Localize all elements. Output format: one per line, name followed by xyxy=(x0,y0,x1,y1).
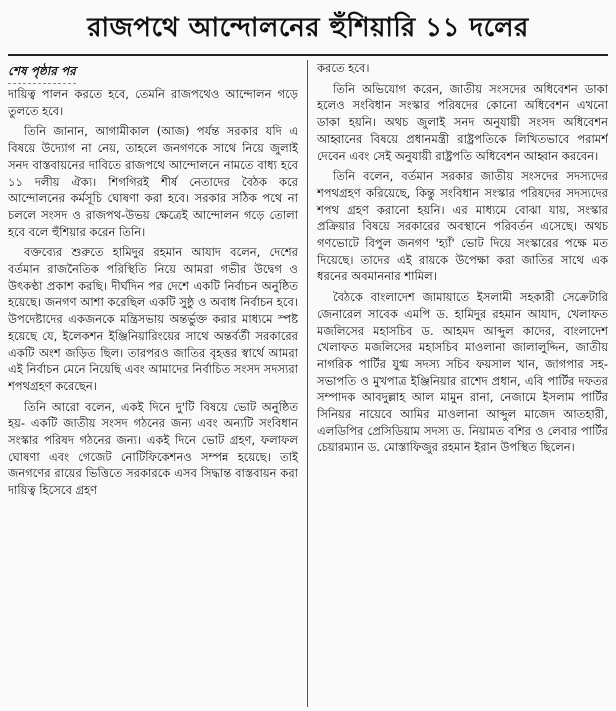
section-label: শেষ পৃষ্ঠার পর xyxy=(8,63,76,84)
paragraph: বক্তব্যের শুরুতে হামিদুর রহমান আযাদ বলেন, দেশের বর্তমান রাজনৈতিক পরিস্থিতি নিয়ে আমরা গভীর উদ্বেগ ও উৎকণ্ঠা প্রকাশ করছি। দীর্ঘদিন পর দেশে একটি নির্বাচন অনুষ্ঠিত হয়েছে। জনগণ আশা করেছিল একটি সুষ্ঠু ও অবাধ নির্বাচন হবে। উপদেষ্টাদের একজনকে মন্ত্রিসভায় অন্তর্ভুক্ত করার মাধ্যমে স্পষ্ট হয়েছে যে, ইলেকশন ইঞ্জিনিয়ারিংয়ের সাথে অন্তর্বর্তী সরকারের একটি অংশ জড়িত ছিল। তারপরও জাতির বৃহত্তর স্বার্থে আমরা এই নির্বাচন মেনে নিয়েছি এবং আমাদের নির্বাচিত সংসদ সদস্যরা শপথগ্রহণ করেছেন। xyxy=(8,245,298,393)
paragraph: বৈঠকে বাংলাদেশ জামায়াতে ইসলামী সহকারী সেক্রেটারি জেনারেল সাবেক এমপি ড. হামিদুর রহমান আযাদ, খেলাফত মজলিসের মহাসচিব ড. আহমদ আব্দুল কাদের, বাংলাদেশ খেলাফত মজলিসের মহাসচিব মাওলানা জালালুদ্দিন, জাতীয় নাগরিক পার্টির যুগ্ম সদস্য সচিব ফয়সাল খান, জাগপার সহ-সভাপতি ও মুখপাত্র ইঞ্জিনিয়ার রাশেদ প্রধান, এবি পার্টির দফতর সম্পাদক আবদুল্লাহ আল মামুন রানা, নেজামে ইসলাম পার্টির সিনিয়র নায়েবে আমির মাওলানা আব্দুল মাজেদ আতহারী, এলডিপির প্রেসিডিয়াম সদস্য ড. নিয়ামত বশির ও লেবার পার্টির চেয়ারম্যান ড. মোস্তাফিজুর রহমান ইরান উপস্থিত ছিলেন। xyxy=(317,290,608,455)
article-columns xyxy=(8,60,608,707)
headline: রাজপথে আন্দোলনের হুঁশিয়ারি ১১ দলের xyxy=(8,4,608,56)
paragraph: তিনি আরো বলেন, একই দিনে দু'টি বিষয়ে ভোট অনুষ্ঠিত হয়- একটি জাতীয় সংসদ গঠনের জন্য এবং অন্যটি সংবিধান সংস্কার পরিষদ গঠনের জন্য। একই দিনে ভোট গ্রহণ, ফলাফল ঘোষণা এবং গেজেট নোটিফিকেশনও সম্পন্ন হয়েছে। তাই জনগণের রায়ের ভিত্তিতে সরকারকে এসব সিদ্ধান্ত বাস্তবায়ন করা দায়িত্ব হিসেবে গ্রহণ xyxy=(8,399,298,498)
left-column xyxy=(8,60,308,707)
paragraph: তিনি জানান, আগামীকাল (আজ) পর্যন্ত সরকার যদি এ বিষয়ে উদ্যোগ না নেয়, তাহলে জনগণকে সাথে নিয়ে জুলাই সনদ বাস্তবায়নের দাবিতে রাজপথে আন্দোলনে নামতে বাধ্য হবে ১১ দলীয় ঐক্য। শিগগিরই শীর্ষ নেতাদের বৈঠক করে আন্দোলনের কর্মসূচি ঘোষণা করা হবে। সরকার সঠিক পথে না চললে সংসদ ও রাজপথ-উভয় ক্ষেত্রেই আন্দোলন গড়ে তোলা হবে বলে হুঁশিয়ার করেন তিনি। xyxy=(8,124,298,239)
paragraph: তিনি অভিযোগ করেন, জাতীয় সংসদের অধিবেশন ডাকা হলেও সংবিধান সংস্কার পরিষদের কোনো অধিবেশন এখনো ডাকা হয়নি। অথচ জুলাই সনদ অনুযায়ী সংসদ অধিবেশন আহ্বানের বিষয়ে প্রধানমন্ত্রী রাষ্ট্রপতিকে লিখিতভাবে পরামর্শ দেবেন এবং সেই অনুযায়ী রাষ্ট্রপতি অধিবেশন আহ্বান করবেন। xyxy=(317,81,608,163)
paragraph: করতে হবে। xyxy=(317,61,370,75)
right-column xyxy=(308,60,608,707)
paragraph: তিনি বলেন, বর্তমান সরকার জাতীয় সংসদের সদস্যদের শপথগ্রহণ করিয়েছে, কিন্তু সংবিধান সংস্কার পরিষদের সদস্যদের শপথ গ্রহণ করানো হয়নি। এর মাধ্যমে বোঝা যায়, সংস্কার প্রক্রিয়ার বিষয়ে সরকারের অবস্থানে পরিবর্তন এসেছে। অথচ গণভোটে বিপুল জনগণ 'হ্যাঁ' ভোট দিয়ে সংস্কারের পক্ষে মত দিয়েছে। তাদের এই রায়কে উপেক্ষা করা জাতির সাথে এক ধরনের অবমাননার শামিল। xyxy=(317,169,608,284)
paragraph: দায়িত্ব পালন করতে হবে, তেমনি রাজপথেও আন্দোলন গড়ে তুলতে হবে। xyxy=(8,87,298,118)
